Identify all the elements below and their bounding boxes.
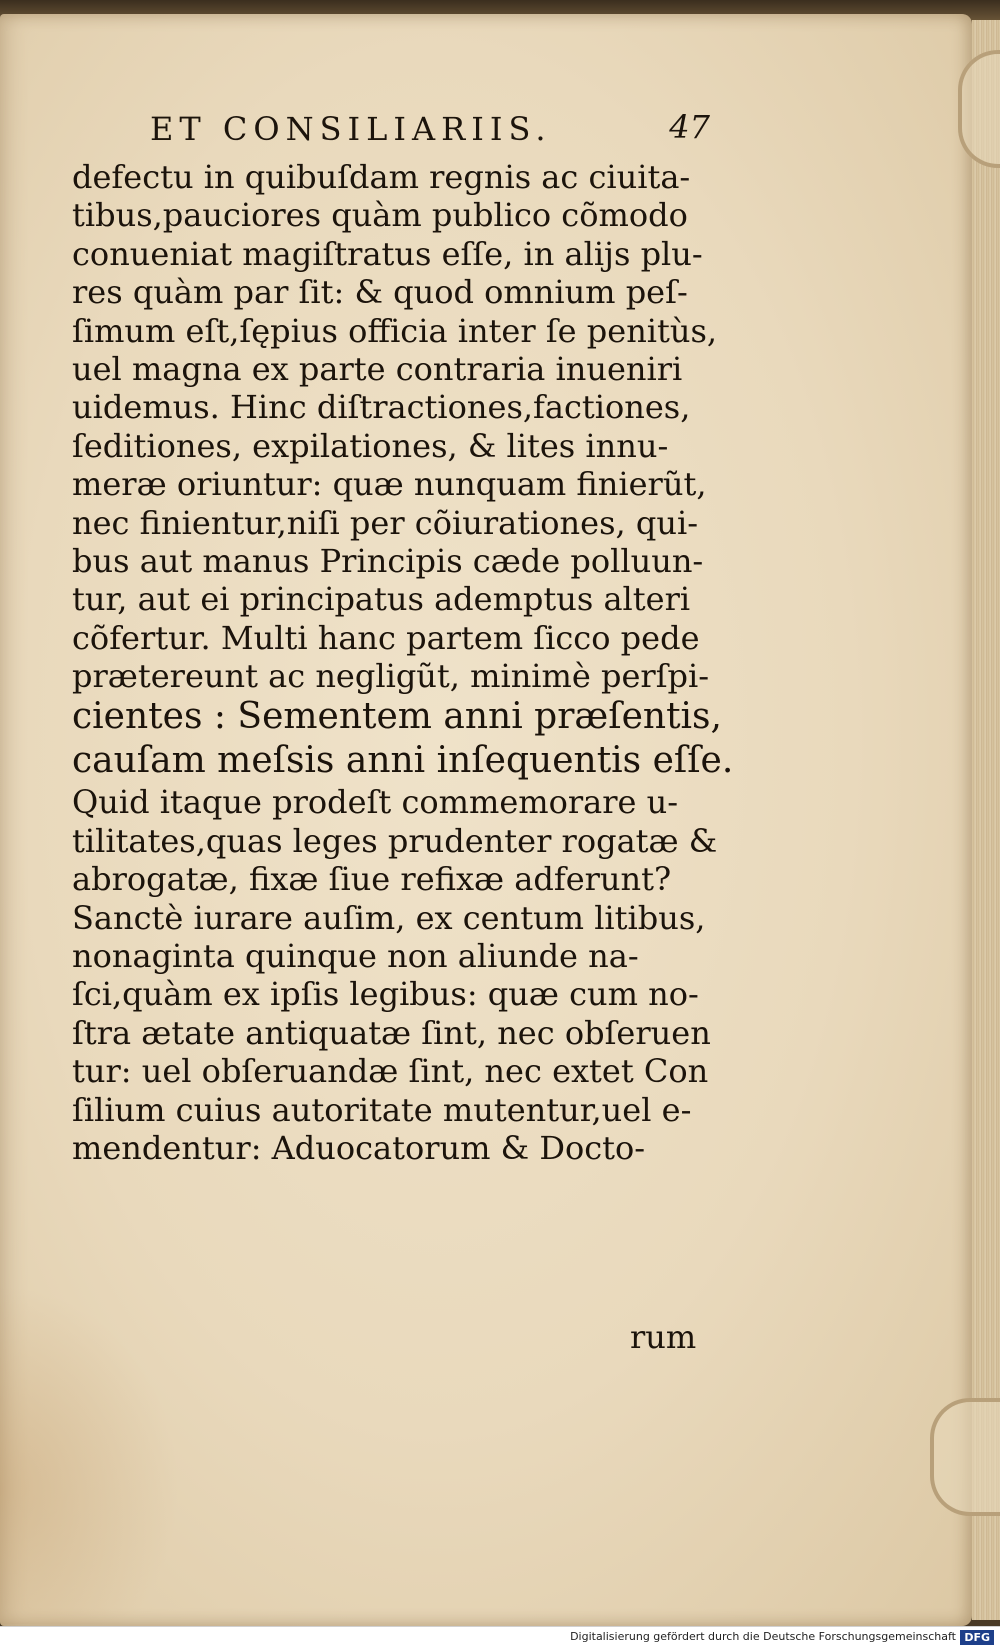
text-line-emphasis: cauſam meſsis anni inſequentis eſſe. xyxy=(72,740,734,782)
text-line: prætereunt ac negligũt, minimè perſpi- xyxy=(72,657,710,696)
text-line: nec finientur,niſi per cõiurationes, qui- xyxy=(72,503,698,542)
text-line: meræ oriuntur: quæ nunquam finierũt, xyxy=(72,465,707,504)
funding-credit: Digitalisierung gefördert durch die Deutsche Forschungsgemeinschaft xyxy=(570,1630,956,1643)
running-title: ET CONSILIARIIS. xyxy=(150,110,552,148)
text-line: ſtra ætate antiquatæ ſint, nec obſeruen xyxy=(72,1013,711,1052)
running-header xyxy=(150,110,710,156)
text-line: bus aut manus Principis cæde polluun- xyxy=(72,541,704,580)
clasp-top xyxy=(958,50,1000,168)
text-line: defectu in quibuſdam regnis ac ciuita- xyxy=(72,158,691,196)
text-line: ſci,quàm ex ipſis legibus: quæ cum no- xyxy=(72,975,699,1014)
text-line: ſilium cuius autoritate mutentur,uel e- xyxy=(72,1090,692,1129)
text-line: nonaginta quinque non aliunde na- xyxy=(72,937,639,976)
page-number: 47 xyxy=(669,108,710,146)
text-line: conueniat magiſtratus eſſe, in alijs plu- xyxy=(72,234,703,273)
water-stain xyxy=(0,1284,180,1624)
text-line: mendentur: Aduocatorum & Docto- xyxy=(72,1128,646,1167)
text-line: cõfertur. Multi hanc partem ſicco pede xyxy=(72,618,700,657)
text-line-emphasis: cientes : Sementem anni præſentis, xyxy=(72,696,722,738)
catchword: rum xyxy=(630,1318,697,1356)
text-line: Sanctè iurare auſim, ex centum litibus, xyxy=(72,898,706,937)
text-line: uel magna ex parte contraria inueniri xyxy=(72,349,683,388)
text-line: Quid itaque prodeſt commemorare u- xyxy=(72,783,679,822)
page-edges xyxy=(972,20,1000,1620)
dfg-logo: DFG xyxy=(960,1630,994,1645)
clasp-bottom xyxy=(930,1398,1000,1516)
text-line: res quàm par ſit: & quod omnium peſ- xyxy=(72,273,688,312)
text-line: ſeditiones, expilationes, & lites innu- xyxy=(72,426,669,465)
text-line: tibus,pauciores quàm publico cõmodo xyxy=(72,196,688,235)
text-line: ſimum eſt,ſępius officia inter ſe penitùs, xyxy=(72,311,718,350)
body-text xyxy=(72,158,734,1167)
text-line: tur, aut ei principatus ademptus alteri xyxy=(72,580,691,619)
text-line: abrogatæ, fixæ ſiue refixæ adferunt? xyxy=(72,860,672,899)
footer-bar xyxy=(0,1626,1000,1649)
text-line: uidemus. Hinc diſtractiones,factiones, xyxy=(72,388,691,427)
text-line: tilitates,quas leges prudenter rogatæ & xyxy=(72,821,718,860)
text-line: tur: uel obſeruandæ ſint, nec extet Con xyxy=(72,1052,709,1091)
